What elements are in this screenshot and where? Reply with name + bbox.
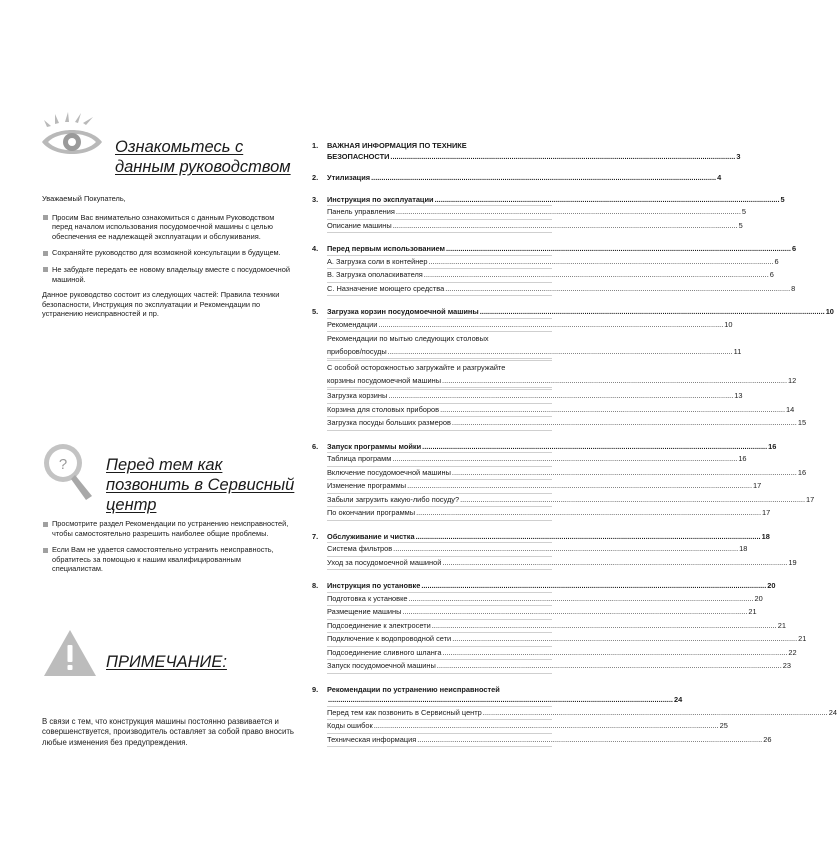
toc-item[interactable]: По окончании программы ..... 17: [327, 507, 552, 521]
eye-icon: [38, 112, 106, 162]
toc-section: 7. Обслуживание и чистка ..... 18 Система фильтров ..... 18 Уход за посудомоечной машиной ..... 19: [312, 532, 552, 571]
toc-link[interactable]: ..... 24: [327, 695, 682, 706]
toc-item[interactable]: Панель управления ..... 5: [327, 205, 552, 220]
toc-link[interactable]: Загрузка корзин посудомоечной машины ..... 10: [327, 307, 834, 318]
toc-link[interactable]: БЕЗОПАСНОСТИ ..... 3: [327, 152, 740, 163]
toc-item[interactable]: Включение посудомоечной машины ..... 16: [327, 467, 552, 481]
warning-icon: [42, 628, 98, 678]
toc-item[interactable]: Рекомендации ..... 10: [327, 318, 552, 333]
toc-item[interactable]: Забыли загрузить какую-либо посуду? ..... 17: [327, 494, 552, 508]
toc-section: 9. Рекомендации по устранению неисправностей ..... 24 Перед тем как позвонить в Сервисный центр ..... 24 Коды ошибок ..... 25 Техническая информация ..... 26: [312, 685, 552, 748]
list-item: Не забудьте передать ее новому владельцу вместе с посудомоечной машиной.: [42, 265, 294, 284]
toc-item[interactable]: C. Назначение моющего средства ..... 8: [327, 283, 552, 297]
service-bullets: [42, 519, 292, 574]
toc-link[interactable]: Запуск программы мойки ..... 16: [327, 442, 776, 453]
toc-item[interactable]: Размещение машины ..... 21: [327, 606, 552, 620]
toc-section: 8. Инструкция по установке ..... 20 Подготовка к установке ..... 20 Размещение машины ..... 21 Подсоединение к электросети ..... 21 Подключение к водопроводной сети ..... 21 Подсоединение сливного шланга ..... 22 Запуск посудомоечной машины ..... 23: [312, 581, 552, 674]
toc-item[interactable]: Запуск посудомоечной машины ..... 23: [327, 660, 552, 674]
toc-item[interactable]: Подсоединение к электросети ..... 21: [327, 620, 552, 634]
toc-item[interactable]: Система фильтров ..... 18: [327, 542, 552, 557]
toc-item[interactable]: Коды ошибок ..... 25: [327, 720, 552, 734]
toc-item[interactable]: Таблица программ ..... 16: [327, 452, 552, 467]
greeting: Уважаемый Покупатель,: [42, 194, 126, 203]
toc-section: 3. Инструкция по эксплуатации ..... 5 Панель управления ..... 5 Описание машины ..... 5: [312, 195, 552, 234]
toc-item[interactable]: Загрузка корзины ..... 13: [327, 390, 552, 404]
list-item: Просмотрите раздел Рекомендации по устранению неисправностей, чтобы самостоятельно разрешить наиболее общие проблемы.: [42, 519, 292, 538]
toc-item[interactable]: Уход за посудомоечной машиной ..... 19: [327, 557, 552, 571]
toc-item[interactable]: Техническая информация ..... 26: [327, 734, 552, 748]
toc-item[interactable]: Описание машины ..... 5: [327, 220, 552, 234]
parts-text: Данное руководство состоит из следующих частей: Правила техники безопасности, Инструкция по эксплуатации и Рекомендации по устранению неисправностей и пр.: [42, 290, 280, 319]
toc-section: 6. Запуск программы мойки ..... 16 Таблица программ ..... 16 Включение посудомоечной машины ..... 16 Изменение программы ..... 17 Забыли загрузить какую-либо посуду? ..... 17 По окончании программы ..... 17: [312, 442, 552, 521]
toc-item[interactable]: A. Загрузка соли в контейнер ..... 6: [327, 255, 552, 270]
service-title: Перед тем как позвонить в Сервисный центр: [106, 456, 295, 514]
toc-link[interactable]: Обслуживание и чистка ..... 18: [327, 532, 770, 543]
toc-section: 5. Загрузка корзин посудомоечной машины ..... 10 Рекомендации ..... 10 Рекомендации по мытью следующих столовых приборов/посуды ..... 11 С особой осторожностью загружайте и разгружайте корзины посудомоечной машины ..... 12 Загрузка корзины ..... 13 Корзина для столовых приборов ..... 14 Загрузка посуды больших размеров ..... 15: [312, 307, 552, 431]
toc-item[interactable]: С особой осторожностью загружайте и разгружайте корзины посудомоечной машины ..... 12: [327, 361, 552, 390]
toc-section: 4. Перед первым использованием ..... 6 A. Загрузка соли в контейнер ..... 6 B. Загрузка ополаскивателя ..... 6 C. Назначение моющего средства ..... 8: [312, 244, 552, 296]
intro-bullets: [42, 213, 294, 285]
toc-item[interactable]: Перед тем как позвонить в Сервисный центр ..... 24: [327, 706, 552, 721]
list-item: Сохраняйте руководство для возможной консультации в будущем.: [42, 248, 294, 258]
note-title: ПРИМЕЧАНИЕ:: [106, 653, 227, 671]
toc-item[interactable]: B. Загрузка ополаскивателя ..... 6: [327, 269, 552, 283]
intro-body: [42, 194, 294, 319]
toc-link[interactable]: Перед первым использованием ..... 6: [327, 244, 796, 255]
toc-link[interactable]: Инструкция по эксплуатации ..... 5: [327, 195, 785, 206]
intro-title: Ознакомьтесь с данным руководством: [115, 138, 291, 176]
toc-item[interactable]: Загрузка посуды больших размеров ..... 15: [327, 417, 552, 431]
toc-section: 2. Утилизация ..... 4: [312, 173, 552, 184]
toc-item[interactable]: Корзина для столовых приборов ..... 14: [327, 404, 552, 418]
service-body: [42, 519, 292, 581]
toc-section: 1. ВАЖНАЯ ИНФОРМАЦИЯ ПО ТЕХНИКЕ БЕЗОПАСНОСТИ ..... 3: [312, 141, 552, 162]
list-item: Если Вам не удается самостоятельно устранить неисправность, обратитесь за помощью к нашим квалифицированным специалистам.: [42, 545, 292, 574]
toc-item[interactable]: Подсоединение сливного шланга ..... 22: [327, 647, 552, 661]
toc-link[interactable]: Инструкция по установке ..... 20: [327, 581, 776, 592]
table-of-contents: [312, 141, 837, 758]
note-text: В связи с тем, что конструкция машины постоянно развивается и совершенствуется, производитель оставляет за собой право вносить любые изменения без предупреждения.: [42, 717, 294, 747]
toc-link[interactable]: Утилизация ..... 4: [327, 173, 721, 184]
toc-item[interactable]: Подключение к водопроводной сети ..... 21: [327, 633, 552, 647]
toc-item[interactable]: Изменение программы ..... 17: [327, 480, 552, 494]
toc-item[interactable]: Рекомендации по мытью следующих столовых приборов/посуды ..... 11: [327, 332, 552, 361]
list-item: Просим Вас внимательно ознакомиться с данным Руководством перед началом использования посудомоечной машины с целью обеспечения ее надлежащей эксплуатации и обслуживания.: [42, 213, 294, 242]
toc-item[interactable]: Подготовка к установке ..... 20: [327, 592, 552, 607]
svg-text:?: ?: [58, 456, 68, 473]
magnifier-question-icon: [40, 440, 96, 502]
